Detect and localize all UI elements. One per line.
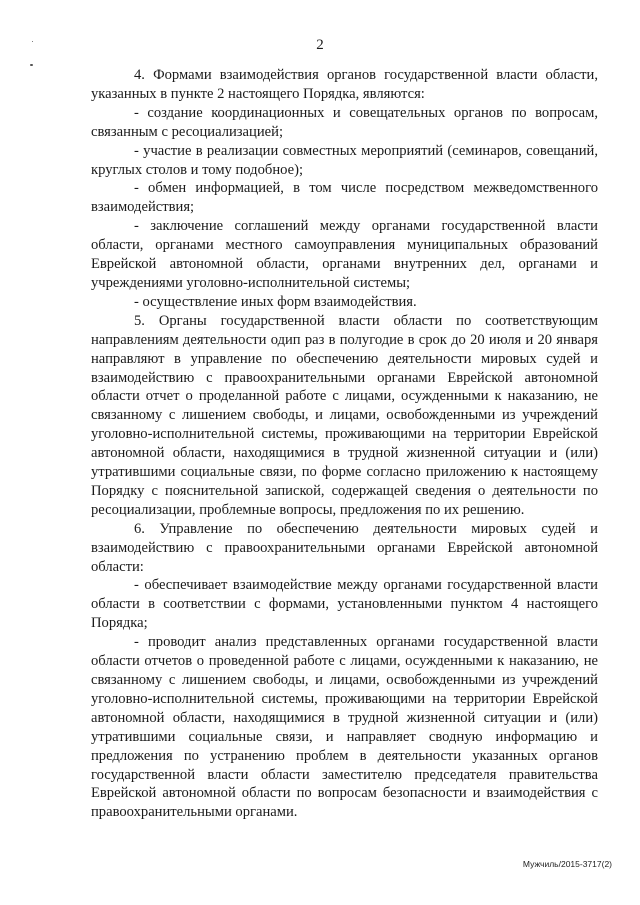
paragraph: - участие в реализации совместных мероприятий (семинаров, совещаний, круглых столов и тому подобное);: [91, 142, 598, 178]
paragraph: - осуществление иных форм взаимодействия.: [134, 293, 417, 310]
paragraph: 4. Формами взаимодействия органов государственной власти области, указанных в пункте 2 настоящего Порядка, являются:: [91, 67, 598, 102]
paragraph: - создание координационных и совещательных органов по вопросам, связанным с ресоциализацией;: [91, 104, 598, 140]
document-code: Мужчиль/2015-3717(2): [522, 859, 612, 869]
paragraph: 5. Органы государственной власти области по соответствующим направлениям деятельности одип раз в полугодие в срок до 20 июля и 20 января направляют в управление по обеспечению деятельности мировых судей и взаимодействию с правоохранительными органами Еврейской автономной области отчет о проделанной работе с лицами, осужденными к наказанию, не связанному с лишением свободы, и лицами, освобожденными из учреждений уголовно-исполнительной системы, проживающими на территории Еврейской автономной области, находящимися в трудной жизненной ситуации и (или) утратившими социальные связи, по форме согласно приложению к настоящему Порядку с пояснительной запиской, содержащей сведения о деятельности по ресоциализации, проблемные вопросы, предложения по их решению.: [91, 312, 598, 518]
paragraph: - проводит анализ представленных органами государственной власти области отчетов о проведенной работе с лицами, осужденными к наказанию, не связанному с лишением свободы, и лицами, освобожденными из учреждений уголовно-исполнительной системы, проживающими на территории Еврейской автономной области, находящимися в трудной жизненной ситуации и (или) утратившими социальные связи, и направляет сводную информацию и предложения по устранению проблем в деятельности указанных органов государственной власти области заместителю председателя правительства Еврейской автономной области по вопросам безопасности и взаимодействия с правоохранительными органами.: [91, 634, 598, 821]
paragraph: - заключение соглашений между органами государственной власти области, органами местного самоуправления муниципальных образований Еврейской автономной области, органами внутренних дел, органами и учреждениями уголовно-исполнительной системы;: [91, 218, 598, 291]
paragraph: - обеспечивает взаимодействие между органами государственной власти области в соответствии с формами, установленными пунктом 4 настоящего Порядка;: [91, 577, 598, 632]
document-body: [91, 66, 598, 822]
paragraph: - обмен информацией, в том числе посредством межведомственного взаимодействия;: [91, 180, 598, 216]
scan-speck: [30, 64, 33, 66]
page-number: 2: [316, 37, 324, 53]
paragraph: 6. Управление по обеспечению деятельности мировых судей и взаимодействию с правоохранительными органами Еврейской автономной области:: [91, 520, 598, 575]
